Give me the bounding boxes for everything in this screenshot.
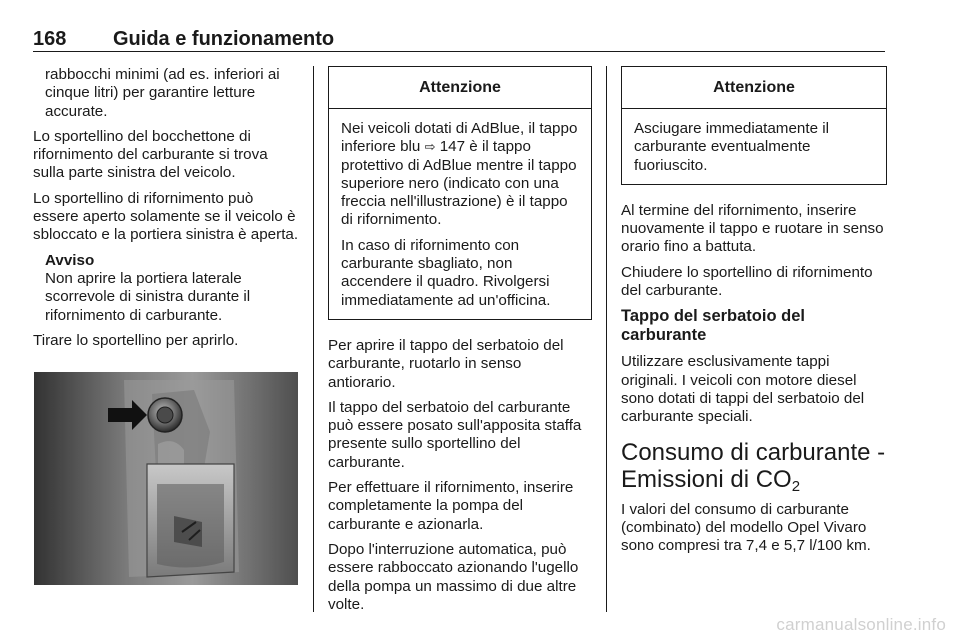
- page-number: 168: [33, 28, 67, 50]
- note-text: Non aprire la portiera laterale scorrevole di sinistra durante il rifornimento di carburante.: [45, 269, 251, 324]
- note: [33, 252, 301, 325]
- warning-text-part: Nei veicoli dotati di AdBlue, il tappo inferiore blu: [341, 120, 578, 156]
- paragraph: Al termine del rifornimento, inserire nuovamente il tappo e ruotare in senso orario fino a battuta.: [621, 201, 884, 256]
- paragraph: Dopo l'interruzione automatica, può essere rabboccato azionando l'ugello della pompa un massimo di due altre volte.: [328, 540, 579, 613]
- warning-box: [328, 66, 592, 320]
- paragraph: Tirare lo sportellino per aprirlo.: [33, 331, 239, 349]
- header-rule: [33, 51, 885, 52]
- paragraph: Per effettuare il rifornimento, inserire completamente la pompa del carburante e azionarla.: [328, 479, 574, 533]
- paragraph: Utilizzare esclusivamente tappi originali. I veicoli con motore diesel sono dotati di tappi del serbatoio del carburante speciali.: [621, 353, 865, 426]
- paragraph: Il tappo del serbatoio del carburante può essere posato sull'apposita staffa presente sullo sportellino del carburante.: [328, 398, 582, 471]
- section-heading: [621, 439, 887, 493]
- section-heading-text: Consumo di carburante - Emissioni di CO: [621, 438, 886, 493]
- subsection-heading: Tappo del serbatoio del carburante: [621, 307, 805, 345]
- section-heading-subscript: 2: [791, 477, 801, 495]
- page-reference: 147: [439, 138, 466, 156]
- page-ref-arrow-icon: ⇨: [424, 139, 436, 155]
- warning-text-part: è il tappo protettivo di AdBlue mentre il tappo superiore nero (indicato con una freccia nell'illustrazione) è il tappo di rifornimento.: [341, 138, 577, 229]
- warning-box-title: Attenzione: [329, 67, 591, 109]
- paragraph: rabbocchi minimi (ad es. inferiori ai cinque litri) per garantire letture accurate.: [45, 66, 280, 120]
- column-2: [328, 66, 592, 621]
- column-divider-2: [606, 66, 607, 612]
- warning-text: Asciugare immediatamente il carburante eventualmente fuoriuscito.: [634, 120, 829, 174]
- paragraph: Lo sportellino di rifornimento può essere aperto solamente se il veicolo è sbloccato e la portiera sinistra è aperta.: [33, 189, 299, 244]
- fuel-door-illustration: [34, 372, 298, 585]
- section-title: Guida e funzionamento: [113, 28, 335, 50]
- warning-box: [621, 66, 887, 185]
- column-divider-1: [313, 66, 314, 612]
- paragraph: Chiudere lo sportellino di rifornimento del carburante.: [621, 263, 873, 300]
- paragraph: Per aprire il tappo del serbatoio del carburante, ruotarlo in senso antiorario.: [328, 336, 564, 391]
- watermark: carmanualsonline.info: [776, 615, 946, 634]
- warning-text: In caso di rifornimento con carburante sbagliato, non accendere il quadro. Rivolgersi immediatamente ad un'officina.: [341, 236, 551, 309]
- column-3: [621, 66, 887, 562]
- warning-text: [341, 120, 579, 230]
- column-1: [33, 66, 301, 357]
- warning-box-title: Attenzione: [622, 67, 886, 109]
- note-title: Avviso: [45, 251, 95, 269]
- paragraph: Lo sportellino del bocchettone di rifornimento del carburante si trova sulla parte sinistra del veicolo.: [33, 127, 268, 182]
- page-header: [33, 28, 885, 50]
- paragraph: I valori del consumo di carburante (combinato) del modello Opel Vivaro sono compresi tra 7,4 e 5,7 l/100 km.: [621, 500, 871, 555]
